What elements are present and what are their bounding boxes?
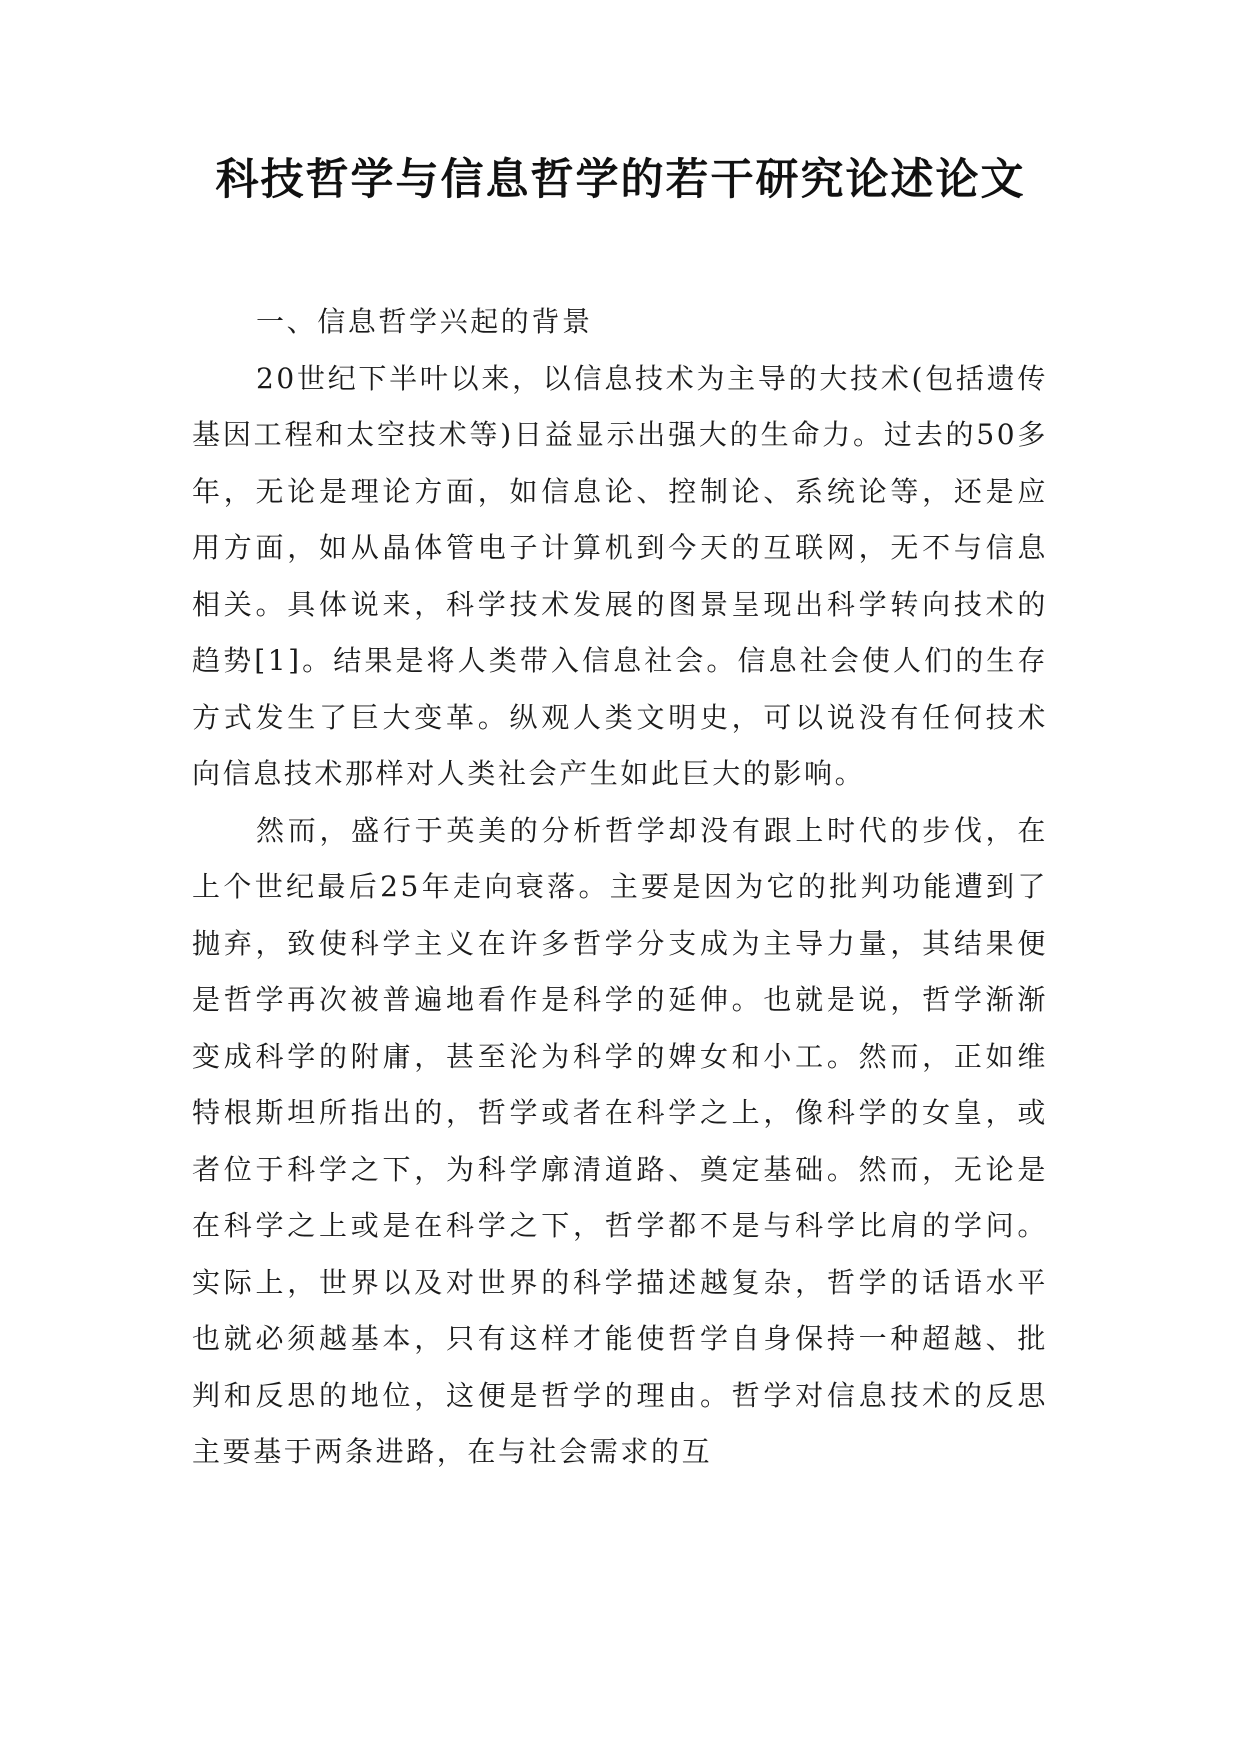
document-body	[192, 294, 1048, 1481]
section-heading: 一、信息哲学兴起的背景	[256, 305, 593, 338]
document-title: 科技哲学与信息哲学的若干研究论述论文	[215, 155, 1026, 205]
paragraph-2: 然而，盛行于英美的分析哲学却没有跟上时代的步伐，在上个世纪最后25年走向衰落。主要是因为它的批判功能遭到了抛弃，致使科学主义在许多哲学分支成为主导力量，其结果便是哲学再次被普遍地看作是科学的延伸。也就是说，哲学渐渐变成科学的附庸，甚至沦为科学的婢女和小工。然而，正如维特根斯坦所指出的，哲学或者在科学之上，像科学的女皇，或者位于科学之下，为科学廓清道路、奠定基础。然而，无论是在科学之上或是在科学之下，哲学都不是与科学比肩的学问。实际上，世界以及对世界的科学描述越复杂，哲学的话语水平也就必须越基本，只有这样才能使哲学自身保持一种超越、批判和反思的地位，这便是哲学的理由。哲学对信息技术的反思主要基于两条进路，在与社会需求的互	[192, 813, 1048, 1468]
paragraph-1: 20世纪下半叶以来，以信息技术为主导的大技术(包括遗传基因工程和太空技术等)日益显示出强大的生命力。过去的50多年，无论是理论方面，如信息论、控制论、系统论等，还是应用方面，如从晶体管电子计算机到今天的互联网，无不与信息相关。具体说来，科学技术发展的图景呈现出科学转向技术的趋势[1]。结果是将人类带入信息社会。信息社会使人们的生存方式发生了巨大变革。纵观人类文明史，可以说没有任何技术向信息技术那样对人类社会产生如此巨大的影响。	[192, 361, 1048, 790]
